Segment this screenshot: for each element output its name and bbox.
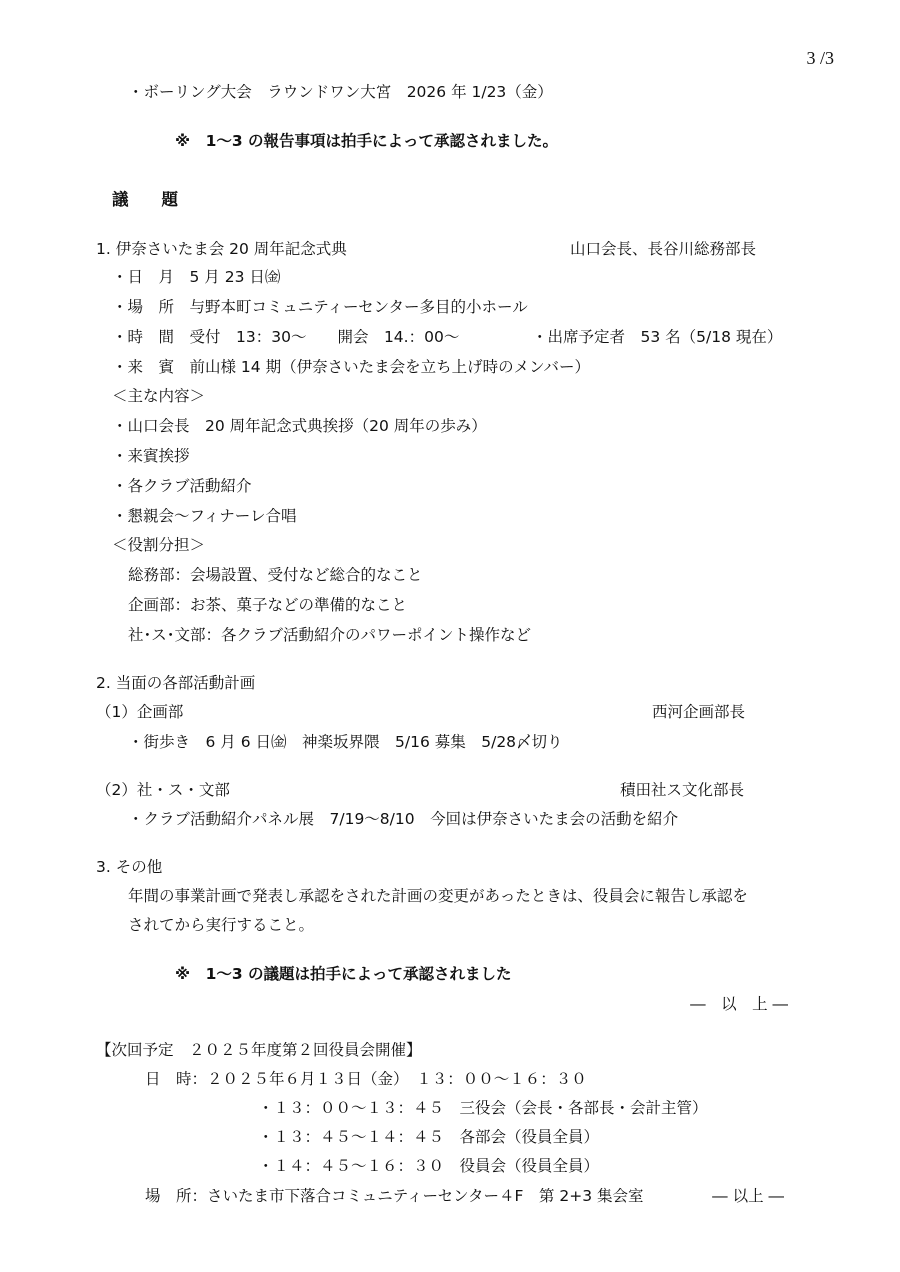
item1-content: ・山口会長 20 周年記念式典挨拶（20 周年の歩み） [112, 417, 487, 435]
next-meeting-heading: 【次回予定 ２０２５年度第２回役員会開催】 [96, 1041, 422, 1059]
item2-sub1-presenter: 西河企画部長 [652, 703, 746, 721]
next-meeting-venue: 場 所：さいたま市下落合コミュニティーセンター４F 第 2+3 集会室 [145, 1187, 644, 1205]
next-meeting-schedule-item: ・１３：４５～１４：４５ 各部会（役員全員） [258, 1128, 600, 1146]
agenda-heading: 議 題 [112, 190, 178, 209]
item1-roles-heading: ＜役割分担＞ [112, 536, 206, 554]
next-meeting-datetime: 日 時：２０２５年６月１３日（金） １３：００～１６：３０ [145, 1070, 587, 1088]
item2-sub2-title: （2）社・ス・文部 [96, 781, 230, 799]
item1-content: ・懇親会～フィナーレ合唱 [112, 507, 297, 525]
item3-title: 3. その他 [96, 858, 163, 876]
item2-sub1-title: （1）企画部 [96, 703, 184, 721]
item1-place: ・場 所 与野本町コミュニティーセンター多目的小ホール [112, 298, 528, 316]
item1-content: ・来賓挨拶 [112, 447, 190, 465]
approval-note-reports: ※ 1～3 の報告事項は拍手によって承認されました。 [175, 132, 559, 150]
item2-sub2-presenter: 積田社ス文化部長 [620, 781, 745, 799]
closing-mark-final: ― 以上 ― [712, 1187, 784, 1205]
item2-title: 2. 当面の各部活動計画 [96, 674, 256, 692]
item1-role: 総務部：会場設置、受付など総合的なこと [128, 566, 423, 584]
item2-sub1-detail: ・街歩き 6 月 6 日㈮ 神楽坂界隈 5/16 募集 5/28〆切り [128, 733, 563, 751]
item1-attendance: ・出席予定者 53 名（5/18 現在） [532, 328, 783, 346]
next-meeting-schedule-item: ・１４：４５～１６：３０ 役員会（役員全員） [258, 1157, 600, 1175]
item2-sub2-detail: ・クラブ活動紹介パネル展 7/19～8/10 今回は伊奈さいたま会の活動を紹介 [128, 810, 679, 828]
item1-time: ・時 間 受付 13：30～ 開会 14.：00～ [112, 328, 460, 346]
item1-date: ・日 月 5 月 23 日㈮ [112, 268, 281, 286]
item1-title: 1. 伊奈さいたま会 20 周年記念式典 [96, 240, 347, 258]
bowling-event: ・ボーリング大会 ラウンドワン大宮 2026 年 1/23（金） [128, 83, 553, 101]
next-meeting-schedule-item: ・１３：００～１３：４５ 三役会（会長・各部長・会計主管） [258, 1099, 708, 1117]
item1-content: ・各クラブ活動紹介 [112, 477, 252, 495]
item1-presenter: 山口会長、長谷川総務部長 [570, 240, 757, 258]
item1-guest: ・来 賓 前山様 14 期（伊奈さいたま会を立ち上げ時のメンバー） [112, 358, 590, 376]
item1-role: 企画部：お茶、菓子などの準備的なこと [128, 596, 408, 614]
approval-note-agenda: ※ 1～3 の議題は拍手によって承認されました [175, 965, 512, 983]
item3-body: されてから実行すること。 [128, 916, 315, 934]
item3-body: 年間の事業計画で発表し承認をされた計画の変更があったときは、役員会に報告し承認を [128, 887, 748, 905]
closing-mark: ― 以 上 ― [690, 995, 788, 1013]
item1-contents-heading: ＜主な内容＞ [112, 387, 206, 405]
page-number: 3 /3 [806, 48, 834, 68]
item1-role: 社･ス･文部：各クラブ活動紹介のパワーポイント操作など [128, 626, 532, 644]
